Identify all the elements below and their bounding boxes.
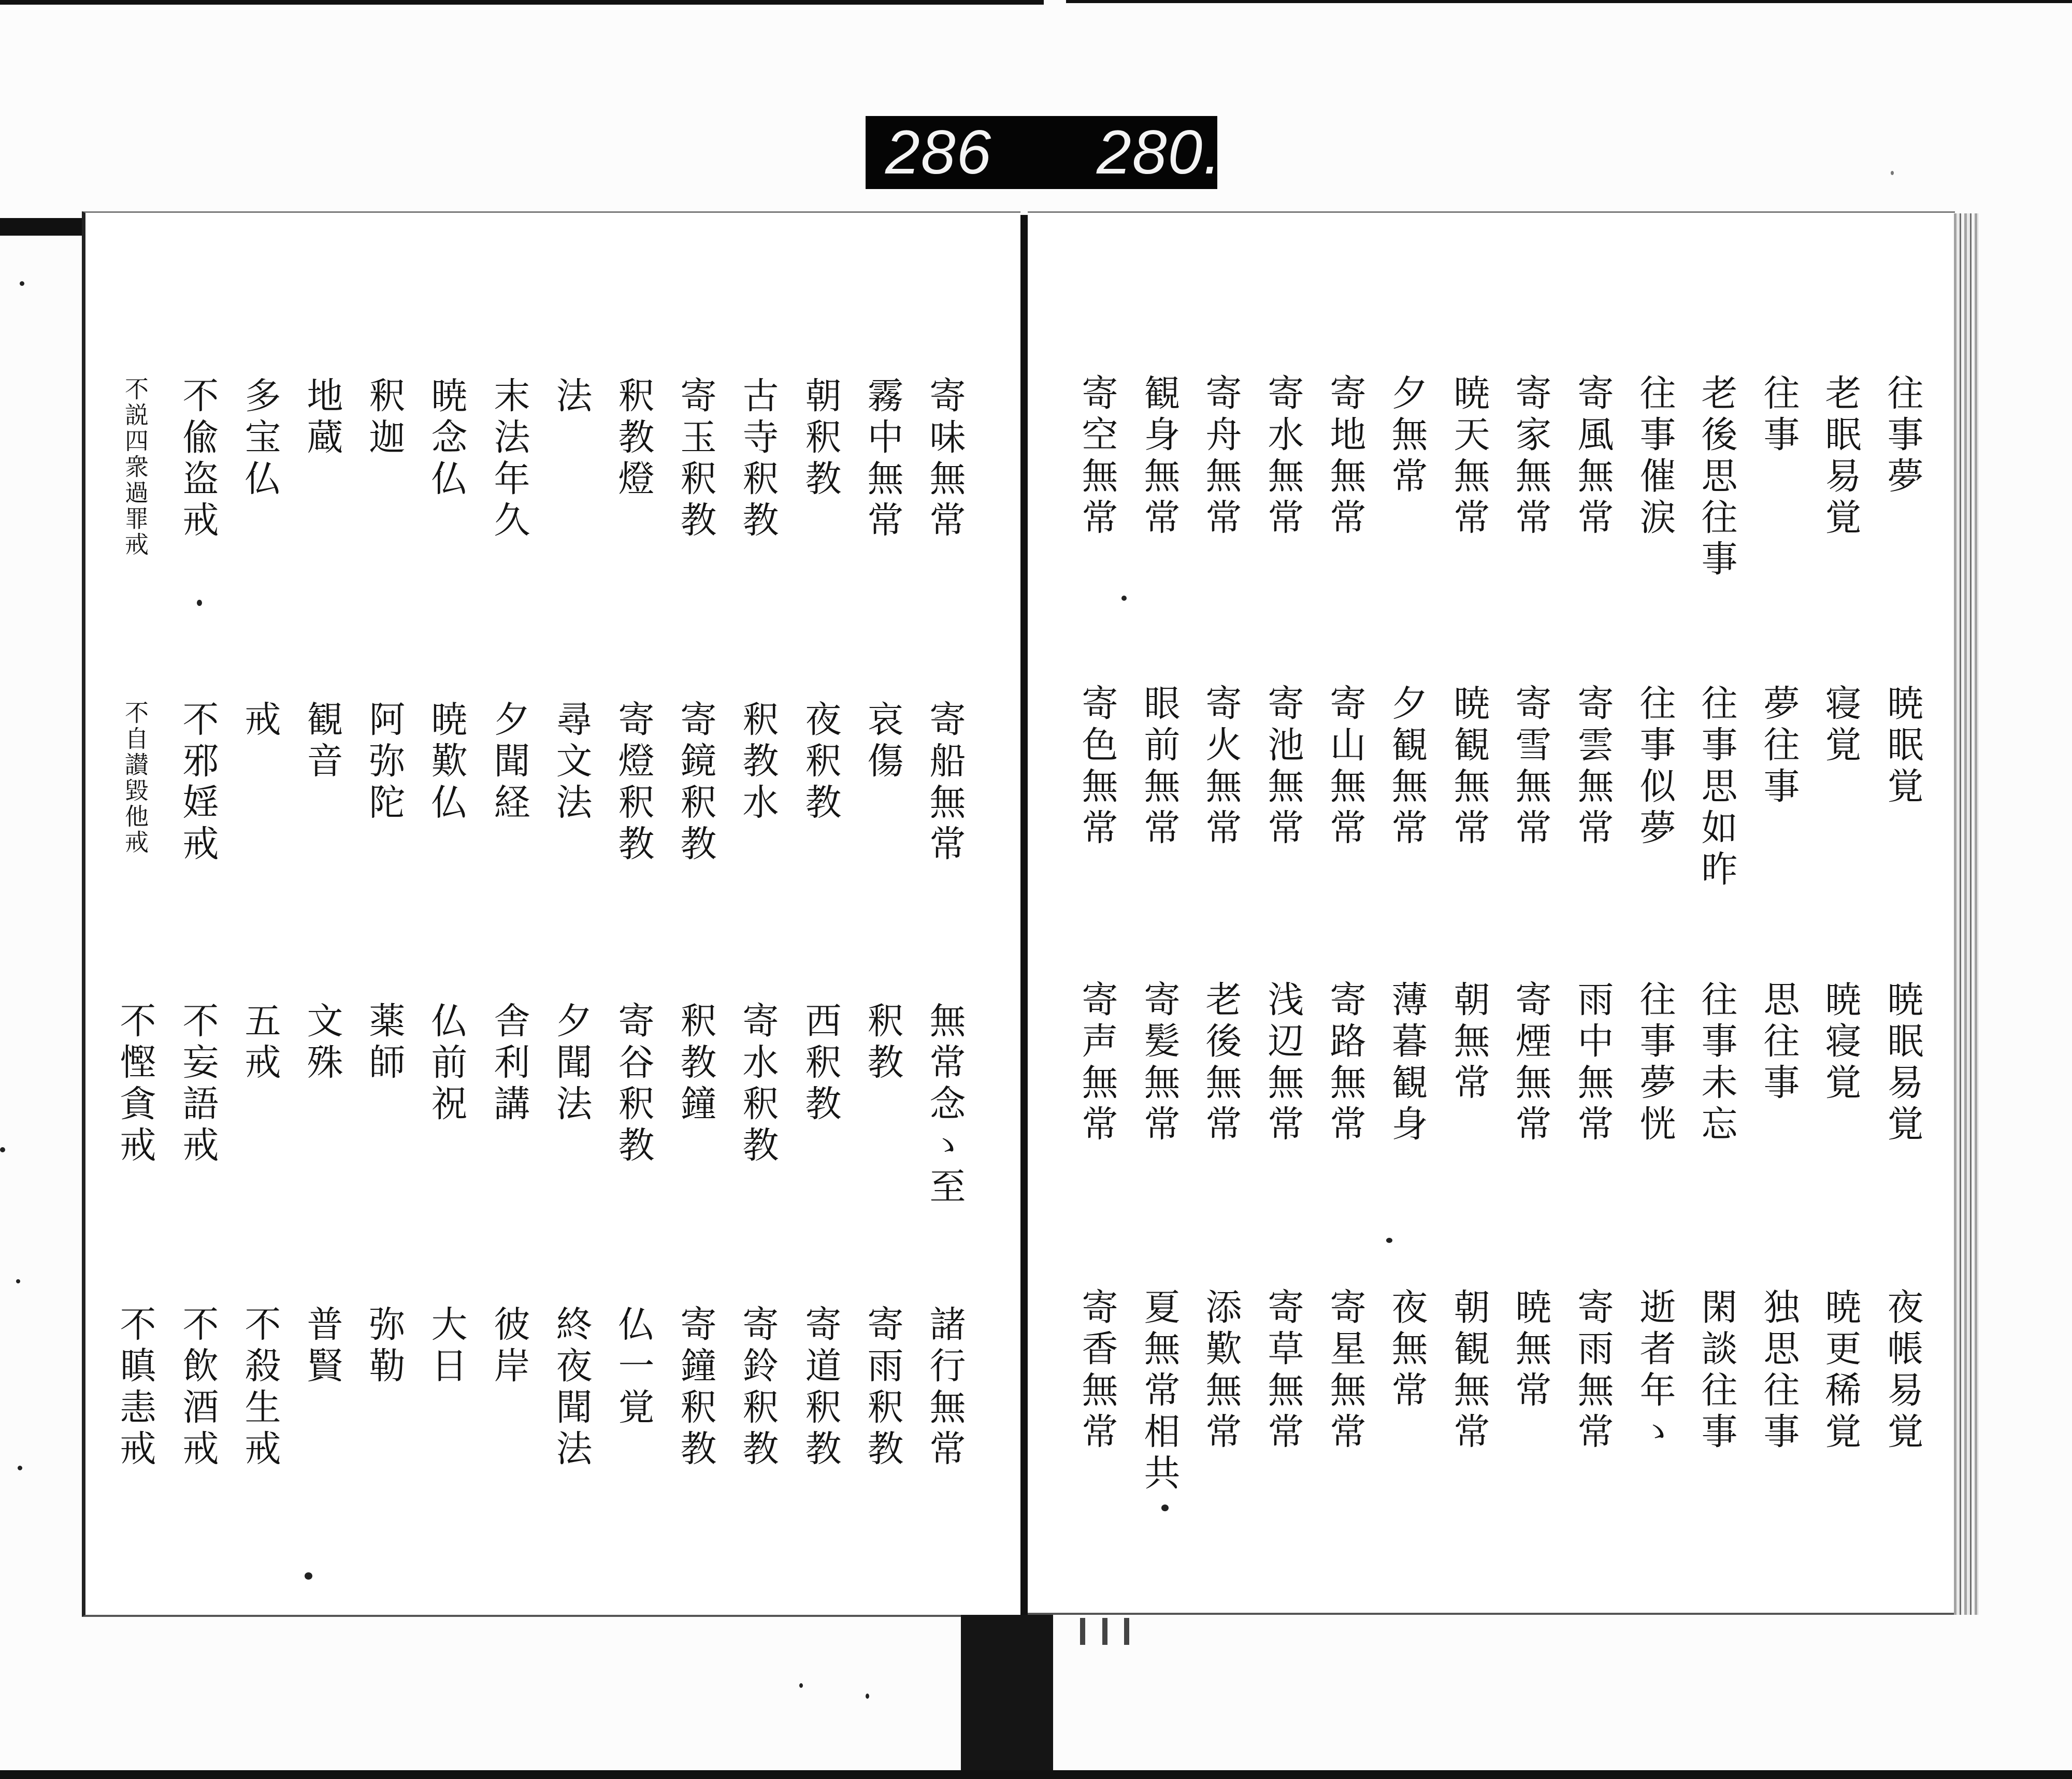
right-page-topic-column: 寄色無常 bbox=[1076, 684, 1118, 850]
left-page-topic-column: 末法年久 bbox=[488, 377, 530, 542]
left-page-topic-column: 寄船無常 bbox=[924, 700, 966, 866]
right-page-topic-column: 往事似夢 bbox=[1634, 684, 1676, 850]
right-page-topic-column: 寄星無常 bbox=[1324, 1288, 1366, 1454]
left-page-topic-column: 不妄語戒 bbox=[177, 1002, 219, 1167]
left-page-topic-column: 寄燈釈教 bbox=[612, 700, 655, 866]
right-page-topic-column: 暁眠易覚 bbox=[1881, 980, 1924, 1146]
left-page-topic-column: 諸行無常 bbox=[924, 1305, 966, 1471]
left-page-topic-column: 哀傷 bbox=[861, 700, 904, 783]
right-page-topic-column: 添歎無常 bbox=[1200, 1288, 1242, 1454]
left-page-topic-column: 文殊 bbox=[301, 1002, 343, 1084]
left-page-topic-column: 多宝仏 bbox=[239, 377, 281, 501]
right-page-topic-column: 朝観無常 bbox=[1448, 1288, 1490, 1454]
left-page-topic-column: 古寺釈教 bbox=[737, 377, 779, 542]
left-page-topic-column: 釈教 bbox=[861, 1002, 904, 1084]
right-page-topic-column: 雨中無常 bbox=[1572, 980, 1614, 1146]
left-page-topic-column: 地蔵 bbox=[301, 377, 343, 459]
left-page-topic-column: 寄玉釈教 bbox=[674, 377, 717, 542]
right-page-topic-column: 夜無常 bbox=[1386, 1288, 1428, 1412]
left-page-topic-column: 寄鐘釈教 bbox=[674, 1305, 717, 1471]
right-page-topic-column: 夕観無常 bbox=[1386, 684, 1428, 850]
left-page-topic-column: 寄鈴釈教 bbox=[737, 1305, 779, 1471]
right-page-topic-column: 往事思如昨 bbox=[1695, 684, 1738, 891]
left-page-topic-column: 霧中無常 bbox=[861, 377, 904, 542]
left-page-topic-column: 釈教水 bbox=[737, 700, 779, 825]
left-page-topic-column: 五戒 bbox=[239, 1002, 281, 1084]
right-page-topic-column: 寄池無常 bbox=[1262, 684, 1304, 850]
right-page-topic-column: 老後思往事 bbox=[1695, 374, 1738, 581]
right-page-topic-column: 朝無常 bbox=[1448, 980, 1490, 1105]
right-page-topic-column: 暁天無常 bbox=[1448, 374, 1490, 540]
left-page-topic-column: 不殺生戒 bbox=[239, 1305, 281, 1471]
right-page-topic-column: 寝覚 bbox=[1819, 684, 1862, 767]
right-page-topic-column: 夜帳易覚 bbox=[1881, 1288, 1924, 1454]
left-page-topic-column: 大日 bbox=[425, 1305, 468, 1388]
left-page-topic-column: 不瞋恚戒 bbox=[114, 1305, 156, 1471]
right-page-topic-column: 眼前無常 bbox=[1138, 684, 1181, 850]
left-page-topic-column: 法 bbox=[550, 377, 593, 418]
left-page-topic-column: 寄味無常 bbox=[924, 377, 966, 542]
left-page-topic-column: 寄水釈教 bbox=[737, 1002, 779, 1167]
right-page-topic-column: 寄火無常 bbox=[1200, 684, 1242, 850]
left-page-topic-column: 舎利講 bbox=[488, 1002, 530, 1126]
left-page-topic-column: 不説四衆過罪戒 bbox=[121, 377, 149, 558]
left-page-topic-column: 普賢 bbox=[301, 1305, 343, 1388]
right-page-topic-column: 夏無常相共 bbox=[1138, 1288, 1181, 1495]
left-page-topic-column: 暁念仏 bbox=[425, 377, 468, 501]
right-page-topic-column: 寄煙無常 bbox=[1509, 980, 1552, 1146]
right-page-topic-column: 往事夢 bbox=[1881, 374, 1924, 498]
left-page-topic-column: 釈教燈 bbox=[612, 377, 655, 501]
right-page-topic-column: 往事催涙 bbox=[1634, 374, 1676, 540]
left-page-topic-column: 観音 bbox=[301, 700, 343, 783]
frame-number-right: 280. bbox=[1097, 118, 1222, 187]
frame-number-left: 286 bbox=[885, 118, 992, 187]
right-page-topic-column: 薄暮観身 bbox=[1386, 980, 1428, 1146]
left-page-topic-column: 夕聞経 bbox=[488, 700, 530, 825]
right-page-topic-column: 観身無常 bbox=[1138, 374, 1181, 540]
right-page-topic-column: 暁無常 bbox=[1509, 1288, 1552, 1412]
right-page-topic-column: 寄草無常 bbox=[1262, 1288, 1304, 1454]
right-page-topic-column: 逝者年ゝ bbox=[1634, 1288, 1676, 1454]
left-page-topic-column: 不慳貪戒 bbox=[114, 1002, 156, 1167]
right-page-topic-column: 寄山無常 bbox=[1324, 684, 1366, 850]
right-page-topic-column: 寄雪無常 bbox=[1509, 684, 1552, 850]
left-page-topic-column: 不自讃毀他戒 bbox=[121, 700, 149, 856]
left-page-topic-column: 不邪婬戒 bbox=[177, 700, 219, 866]
right-page-topic-column: 寄香無常 bbox=[1076, 1288, 1118, 1454]
left-page-topic-column: 尋文法 bbox=[550, 700, 593, 825]
right-page-topic-column: 老後無常 bbox=[1200, 980, 1242, 1146]
left-page-topic-column: 彼岸 bbox=[488, 1305, 530, 1388]
left-page-topic-column: 寄谷釈教 bbox=[612, 1002, 655, 1167]
right-page-topic-column: 暁観無常 bbox=[1448, 684, 1490, 850]
right-page-topic-column: 老眠易覚 bbox=[1819, 374, 1862, 540]
right-page-topic-column: 寄路無常 bbox=[1324, 980, 1366, 1146]
left-page-topic-column: 無常念ゝ至 bbox=[924, 1002, 966, 1209]
left-page-topic-column: 薬師 bbox=[363, 1002, 406, 1084]
right-page-topic-column: 暁寝覚 bbox=[1819, 980, 1862, 1105]
right-page-topic-column: 寄空無常 bbox=[1076, 374, 1118, 540]
right-page-topic-column: 寄髪無常 bbox=[1138, 980, 1181, 1146]
left-page-topic-column: 仏一覚 bbox=[612, 1305, 655, 1429]
left-page-topic-column: 阿弥陀 bbox=[363, 700, 406, 825]
left-page-topic-column: 朝釈教 bbox=[799, 377, 842, 501]
right-page-topic-column: 寄風無常 bbox=[1572, 374, 1614, 540]
left-page-topic-column: 夜釈教 bbox=[799, 700, 842, 825]
left-page-topic-column: 釈迦 bbox=[363, 377, 406, 459]
right-page-topic-column: 寄家無常 bbox=[1509, 374, 1552, 540]
right-page-topic-column: 往事未忘 bbox=[1695, 980, 1738, 1146]
left-page-topic-column: 寄道釈教 bbox=[799, 1305, 842, 1471]
left-page-topic-column: 寄雨釈教 bbox=[861, 1305, 904, 1471]
right-page-topic-column: 暁更稀覚 bbox=[1819, 1288, 1862, 1454]
left-page-topic-column: 弥勒 bbox=[363, 1305, 406, 1388]
right-page-topic-column: 夢往事 bbox=[1758, 684, 1800, 808]
left-page-topic-column: 暁歎仏 bbox=[425, 700, 468, 825]
right-page-topic-column: 寄舟無常 bbox=[1200, 374, 1242, 540]
right-page-topic-column: 寄声無常 bbox=[1076, 980, 1118, 1146]
left-page-topic-column: 仏前祝 bbox=[425, 1002, 468, 1126]
right-page-topic-column: 寄水無常 bbox=[1262, 374, 1304, 540]
right-page-topic-column: 寄地無常 bbox=[1324, 374, 1366, 540]
right-page-topic-column: 浅辺無常 bbox=[1262, 980, 1304, 1146]
right-page-topic-column: 寄雲無常 bbox=[1572, 684, 1614, 850]
left-page-topic-column: 戒 bbox=[239, 700, 281, 742]
left-page-topic-column: 寄鏡釈教 bbox=[674, 700, 717, 866]
right-page-topic-column: 夕無常 bbox=[1386, 374, 1428, 498]
left-page-topic-column: 不偸盗戒 bbox=[177, 377, 219, 542]
right-page-topic-column: 独思往事 bbox=[1758, 1288, 1800, 1454]
left-page-topic-column: 夕聞法 bbox=[550, 1002, 593, 1126]
right-page-topic-column: 閑談往事 bbox=[1695, 1288, 1738, 1454]
left-page-topic-column: 西釈教 bbox=[799, 1002, 842, 1126]
right-page-topic-column: 往事 bbox=[1758, 374, 1800, 457]
right-page-topic-column: 往事夢恍 bbox=[1634, 980, 1676, 1146]
right-page-topic-column: 思往事 bbox=[1758, 980, 1800, 1105]
left-page-topic-column: 不飲酒戒 bbox=[177, 1305, 219, 1471]
right-page-topic-column: 寄雨無常 bbox=[1572, 1288, 1614, 1454]
left-page-topic-column: 終夜聞法 bbox=[550, 1305, 593, 1471]
right-page-topic-column: 暁眠覚 bbox=[1881, 684, 1924, 808]
left-page-topic-column: 釈教鐘 bbox=[674, 1002, 717, 1126]
